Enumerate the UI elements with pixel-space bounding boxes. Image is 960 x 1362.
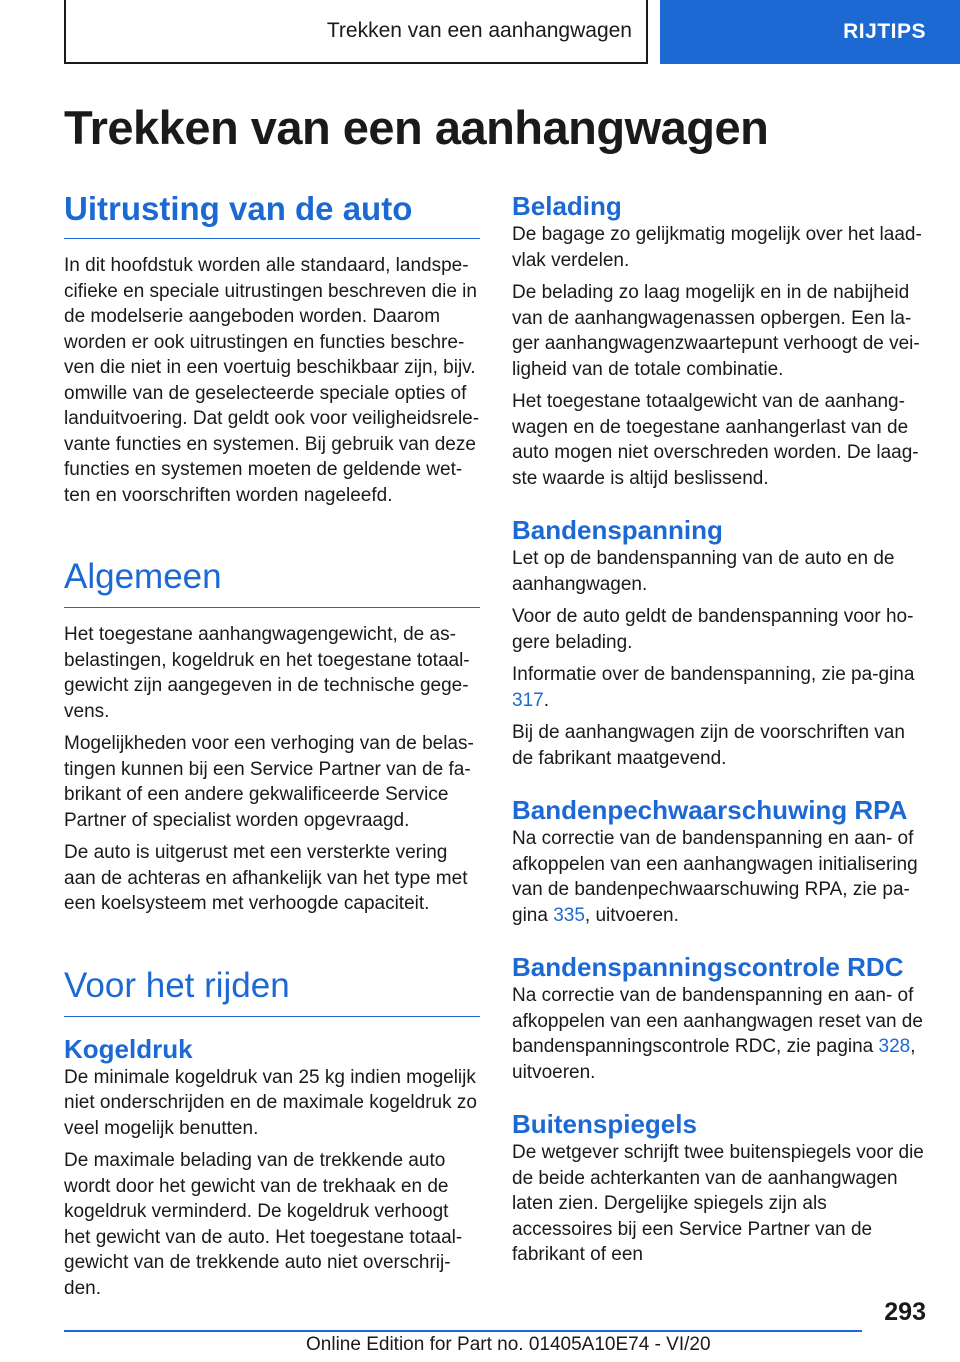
- section-title-voor-het-rijden: Voor het rijden: [64, 966, 480, 1017]
- paragraph: De maximale belading van de trekkende auto wordt door het gewicht van de trekhaak en de kogeldruk verminderd. De kogeldruk verhoogt het gewicht van de auto. Het toegestane totaal-gewicht van de trekkende auto niet overschrij-den.: [64, 1150, 463, 1299]
- paragraph: Bij de aanhangwagen zijn de voorschriften van de fabrikant maatgevend.: [512, 722, 905, 769]
- header-section-title: [64, 0, 648, 64]
- paragraph: De minimale kogeldruk van 25 kg indien mogelijk niet onderschrijden en de maximale kogeldruk zo veel mogelijk benutten.: [64, 1066, 477, 1139]
- paragraph: [512, 826, 926, 928]
- left-column: [64, 190, 480, 1308]
- paragraph: De belading zo laag mogelijk en in de nabijheid van de aanhangwagenassen opbergen. Een la-ger aanhangwagenzwaartepunt verhoogt de vei-ligheid van de totale combinatie.: [512, 282, 920, 380]
- subsection-title-bandenspanning: Bandenspanning: [512, 515, 723, 545]
- subsection-rdc: [512, 951, 926, 1085]
- section-uitrusting: [64, 190, 480, 508]
- paragraph: [512, 662, 926, 713]
- subsection-buitenspiegels: [512, 1108, 926, 1268]
- paragraph-end: , uitvoeren.: [584, 904, 679, 926]
- paragraph: De bagage zo gelijkmatig mogelijk over het laad-vlak verdelen.: [512, 224, 922, 271]
- footer-divider: [64, 1330, 862, 1332]
- section-title-algemeen: Algemeen: [64, 557, 480, 608]
- header-section-title-text: Trekken van een aanhangwagen: [326, 19, 632, 42]
- page-title: Trekken van een aanhangwagen: [64, 101, 769, 154]
- section-title-uitrusting: Uitrusting van de auto: [64, 190, 480, 239]
- paragraph: In dit hoofdstuk worden alle standaard, landspe-cifieke en speciale uitrustingen beschreven die in de modelserie aangeboden worden. Daarom worden er ook uitrustingen en functies beschre-ven die niet in een voertuig beschikbaar zijn, bijv. omwille van de geselecteerde speciale opties of landuitvoering. Dat geldt ook voor veiligheidsrele-vante functies en systemen. Bij gebruik van deze functies en systemen moeten de geldende wet-ten en voorschriften worden nageleefd.: [64, 255, 480, 506]
- paragraph: De wetgever schrijft twee buitenspiegels voor die de beide achterkanten van de aanhangwagen laten zien. Dergelijke spiegels zijn als accessoires bij een Service Partner van de fabrikant of een: [512, 1142, 924, 1265]
- paragraph: Het toegestane aanhangwagengewicht, de as-belastingen, kogeldruk en het toegestane totaal-gewicht zijn aangegeven in de technische gege-vens.: [64, 624, 470, 722]
- paragraph-text: Informatie over de bandenspanning, zie pa-gina: [512, 664, 915, 685]
- page-ref-link[interactable]: 317: [512, 689, 544, 711]
- page-ref-link[interactable]: 328: [878, 1036, 911, 1057]
- subsection-title-kogeldruk: Kogeldruk: [64, 1033, 193, 1064]
- subsection-title-rdc: Bandenspanningscontrole RDC: [512, 952, 904, 982]
- paragraph: Mogelijkheden voor een verhoging van de belas-tingen kunnen bij een Service Partner van de fa-brikant of een andere gekwalificeerde Service Partner of specialist worden opgevraagd.: [64, 733, 474, 831]
- paragraph-end: , uitvoeren.: [512, 1036, 916, 1083]
- paragraph: [512, 983, 926, 1085]
- subsection-title-buitenspiegels: Buitenspiegels: [512, 1109, 697, 1139]
- paragraph: Let op de bandenspanning van de auto en de aanhangwagen.: [512, 548, 895, 595]
- paragraph: Het toegestane totaalgewicht van de aanhang-wagen en de toegestane aanhangerlast van de auto mogen niet overschreden worden. De laag-ste waarde is altijd beslissend.: [512, 391, 919, 489]
- section-algemeen: [64, 557, 480, 917]
- subsection-title-rpa: Bandenpechwaarschuwing RPA: [512, 795, 908, 825]
- paragraph: Voor de auto geldt de bandenspanning voor ho-gere belading.: [512, 606, 914, 653]
- page-number: 293: [884, 1298, 926, 1326]
- page-ref-link[interactable]: 335: [553, 904, 585, 926]
- subsection-belading: [512, 190, 926, 491]
- subsection-rpa: [512, 794, 926, 928]
- header-chapter-tab[interactable]: [660, 0, 960, 64]
- paragraph-text: Na correctie van de bandenspanning en aan- of afkoppelen van een aanhangwagen reset van de bandenspanningscontrole RDC, zie pagina: [512, 985, 923, 1057]
- header-chapter-text: RIJTIPS: [843, 20, 926, 43]
- footer-edition-text: Online Edition for Part no. 01405A10E74 - VI/20: [306, 1334, 711, 1355]
- paragraph-end: .: [543, 689, 549, 711]
- subsection-bandenspanning: [512, 514, 926, 771]
- paragraph-text: Na correctie van de bandenspanning en aan- of afkoppelen van een aanhangwagen initialisering van de bandenpechwaarschuwing RPA, zie pa-gina: [512, 828, 918, 926]
- paragraph: De auto is uitgerust met een versterkte vering aan de achteras en afhankelijk van het type met een koelsysteem met verhoogde capaciteit.: [64, 842, 468, 914]
- right-column: [512, 190, 926, 1275]
- subsection-title-belading: Belading: [512, 191, 622, 221]
- section-voor-het-rijden: [64, 966, 480, 1302]
